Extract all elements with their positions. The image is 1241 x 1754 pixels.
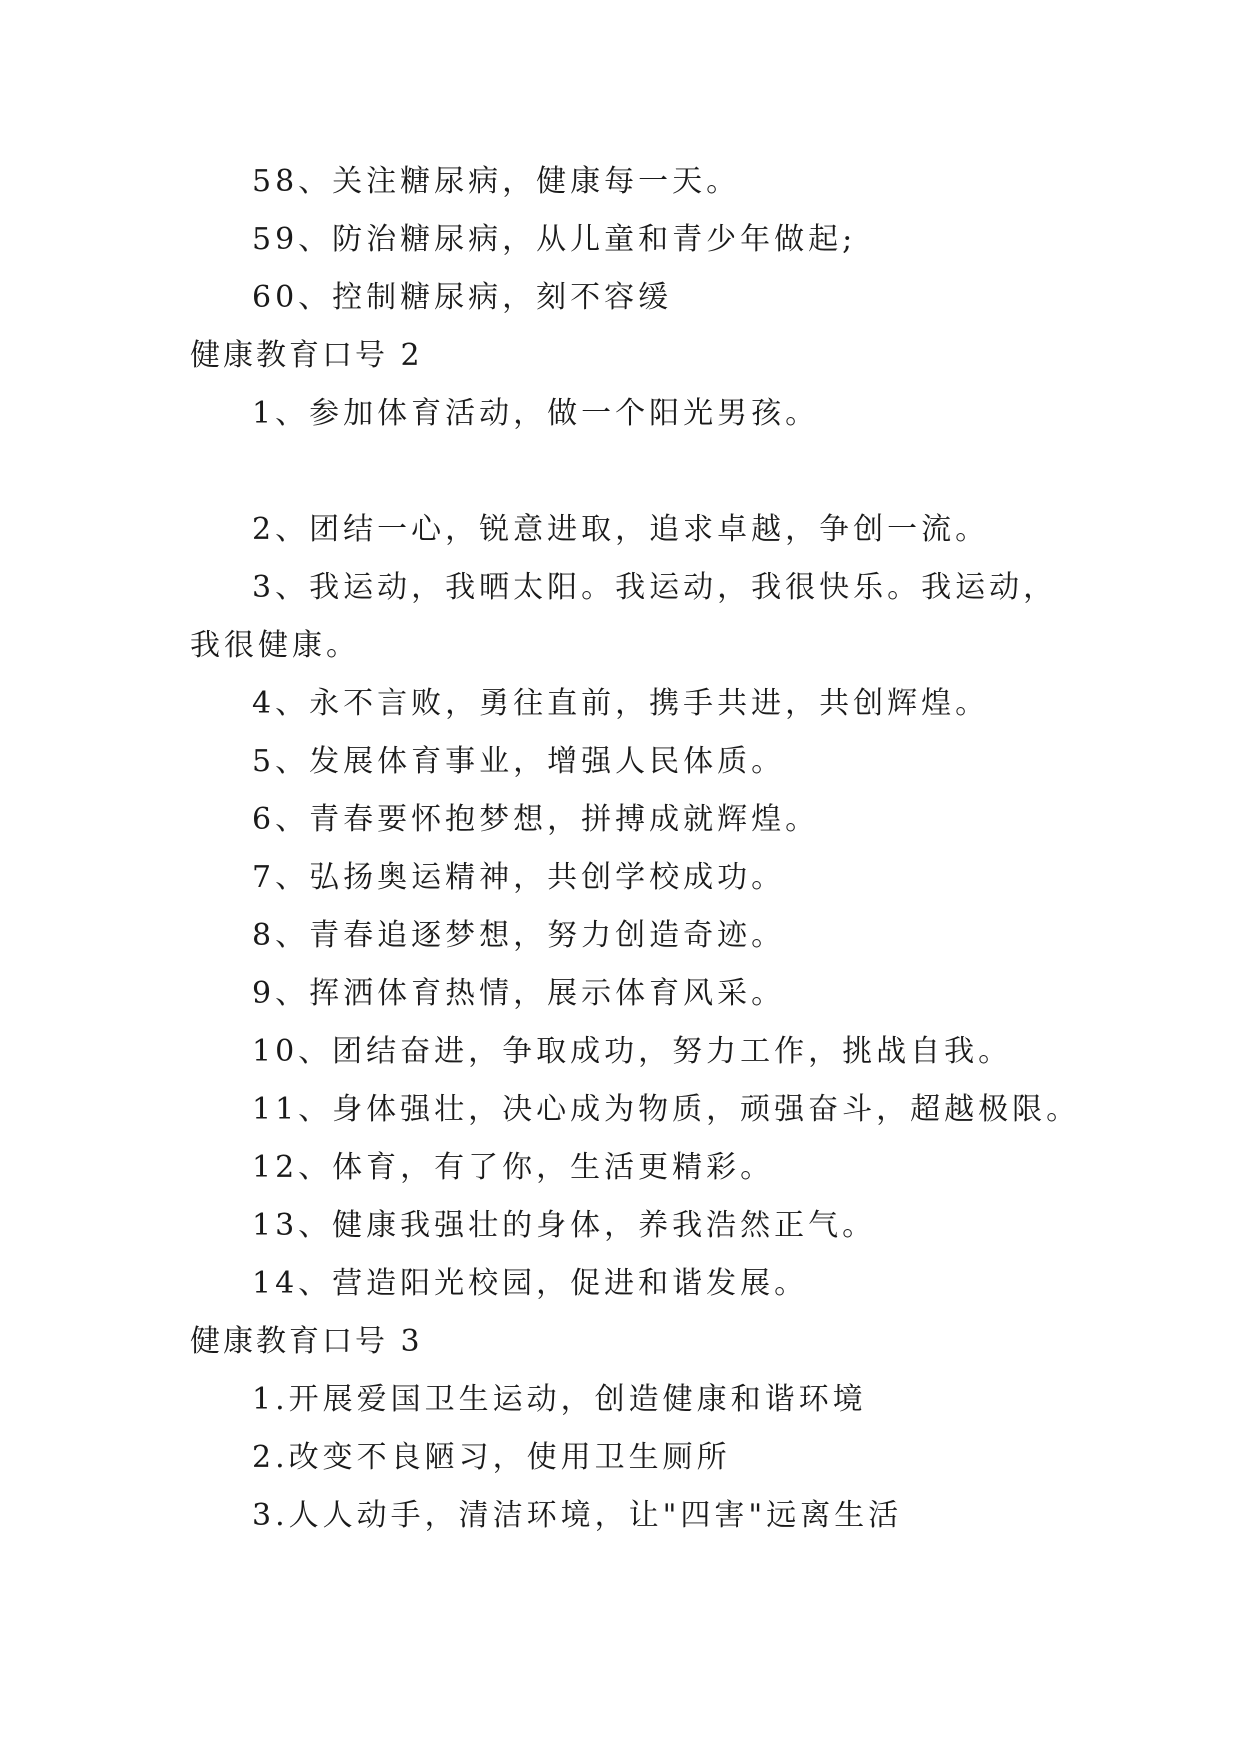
slogan-2-12: 12、体育，有了你，生活更精彩。 <box>252 1150 775 1185</box>
slogan-2-11: 11、身体强壮，决心成为物质，顽强奋斗，超越极限。 <box>252 1092 1081 1127</box>
slogan-2-6: 6、青春要怀抱梦想，拼搏成就辉煌。 <box>252 802 820 837</box>
slogan-59: 59、防治糖尿病，从儿童和青少年做起; <box>252 222 857 257</box>
section-heading-2: 健康教育口号 2 <box>190 338 423 373</box>
slogan-58: 58、关注糖尿病，健康每一天。 <box>252 164 741 199</box>
slogan-3-2: 2.改变不良陋习，使用卫生厕所 <box>252 1440 731 1475</box>
slogan-2-13: 13、健康我强壮的身体，养我浩然正气。 <box>252 1208 877 1243</box>
slogan-2-2: 2、团结一心，锐意进取，追求卓越，争创一流。 <box>252 512 990 547</box>
slogan-2-4: 4、永不言败，勇往直前，携手共进，共创辉煌。 <box>252 686 990 721</box>
slogan-2-5: 5、发展体育事业，增强人民体质。 <box>252 744 786 779</box>
slogan-2-9: 9、挥洒体育热情，展示体育风采。 <box>252 976 786 1011</box>
slogan-2-1: 1、参加体育活动，做一个阳光男孩。 <box>252 396 820 431</box>
section-heading-3: 健康教育口号 3 <box>190 1324 423 1359</box>
slogan-2-3-line1: 3、我运动，我晒太阳。我运动，我很快乐。我运动， <box>252 570 1058 605</box>
slogan-2-3-line2: 我很健康。 <box>190 628 360 663</box>
slogan-2-7: 7、弘扬奥运精神，共创学校成功。 <box>252 860 786 895</box>
slogan-2-8: 8、青春追逐梦想，努力创造奇迹。 <box>252 918 786 953</box>
slogan-3-1: 1.开展爱国卫生运动，创造健康和谐环境 <box>252 1382 867 1417</box>
slogan-2-14: 14、营造阳光校园，促进和谐发展。 <box>252 1266 809 1301</box>
slogan-60: 60、控制糖尿病，刻不容缓 <box>252 280 673 315</box>
slogan-2-10: 10、团结奋进，争取成功，努力工作，挑战自我。 <box>252 1034 1013 1069</box>
slogan-3-3: 3.人人动手，清洁环境，让"四害"远离生活 <box>252 1498 903 1533</box>
